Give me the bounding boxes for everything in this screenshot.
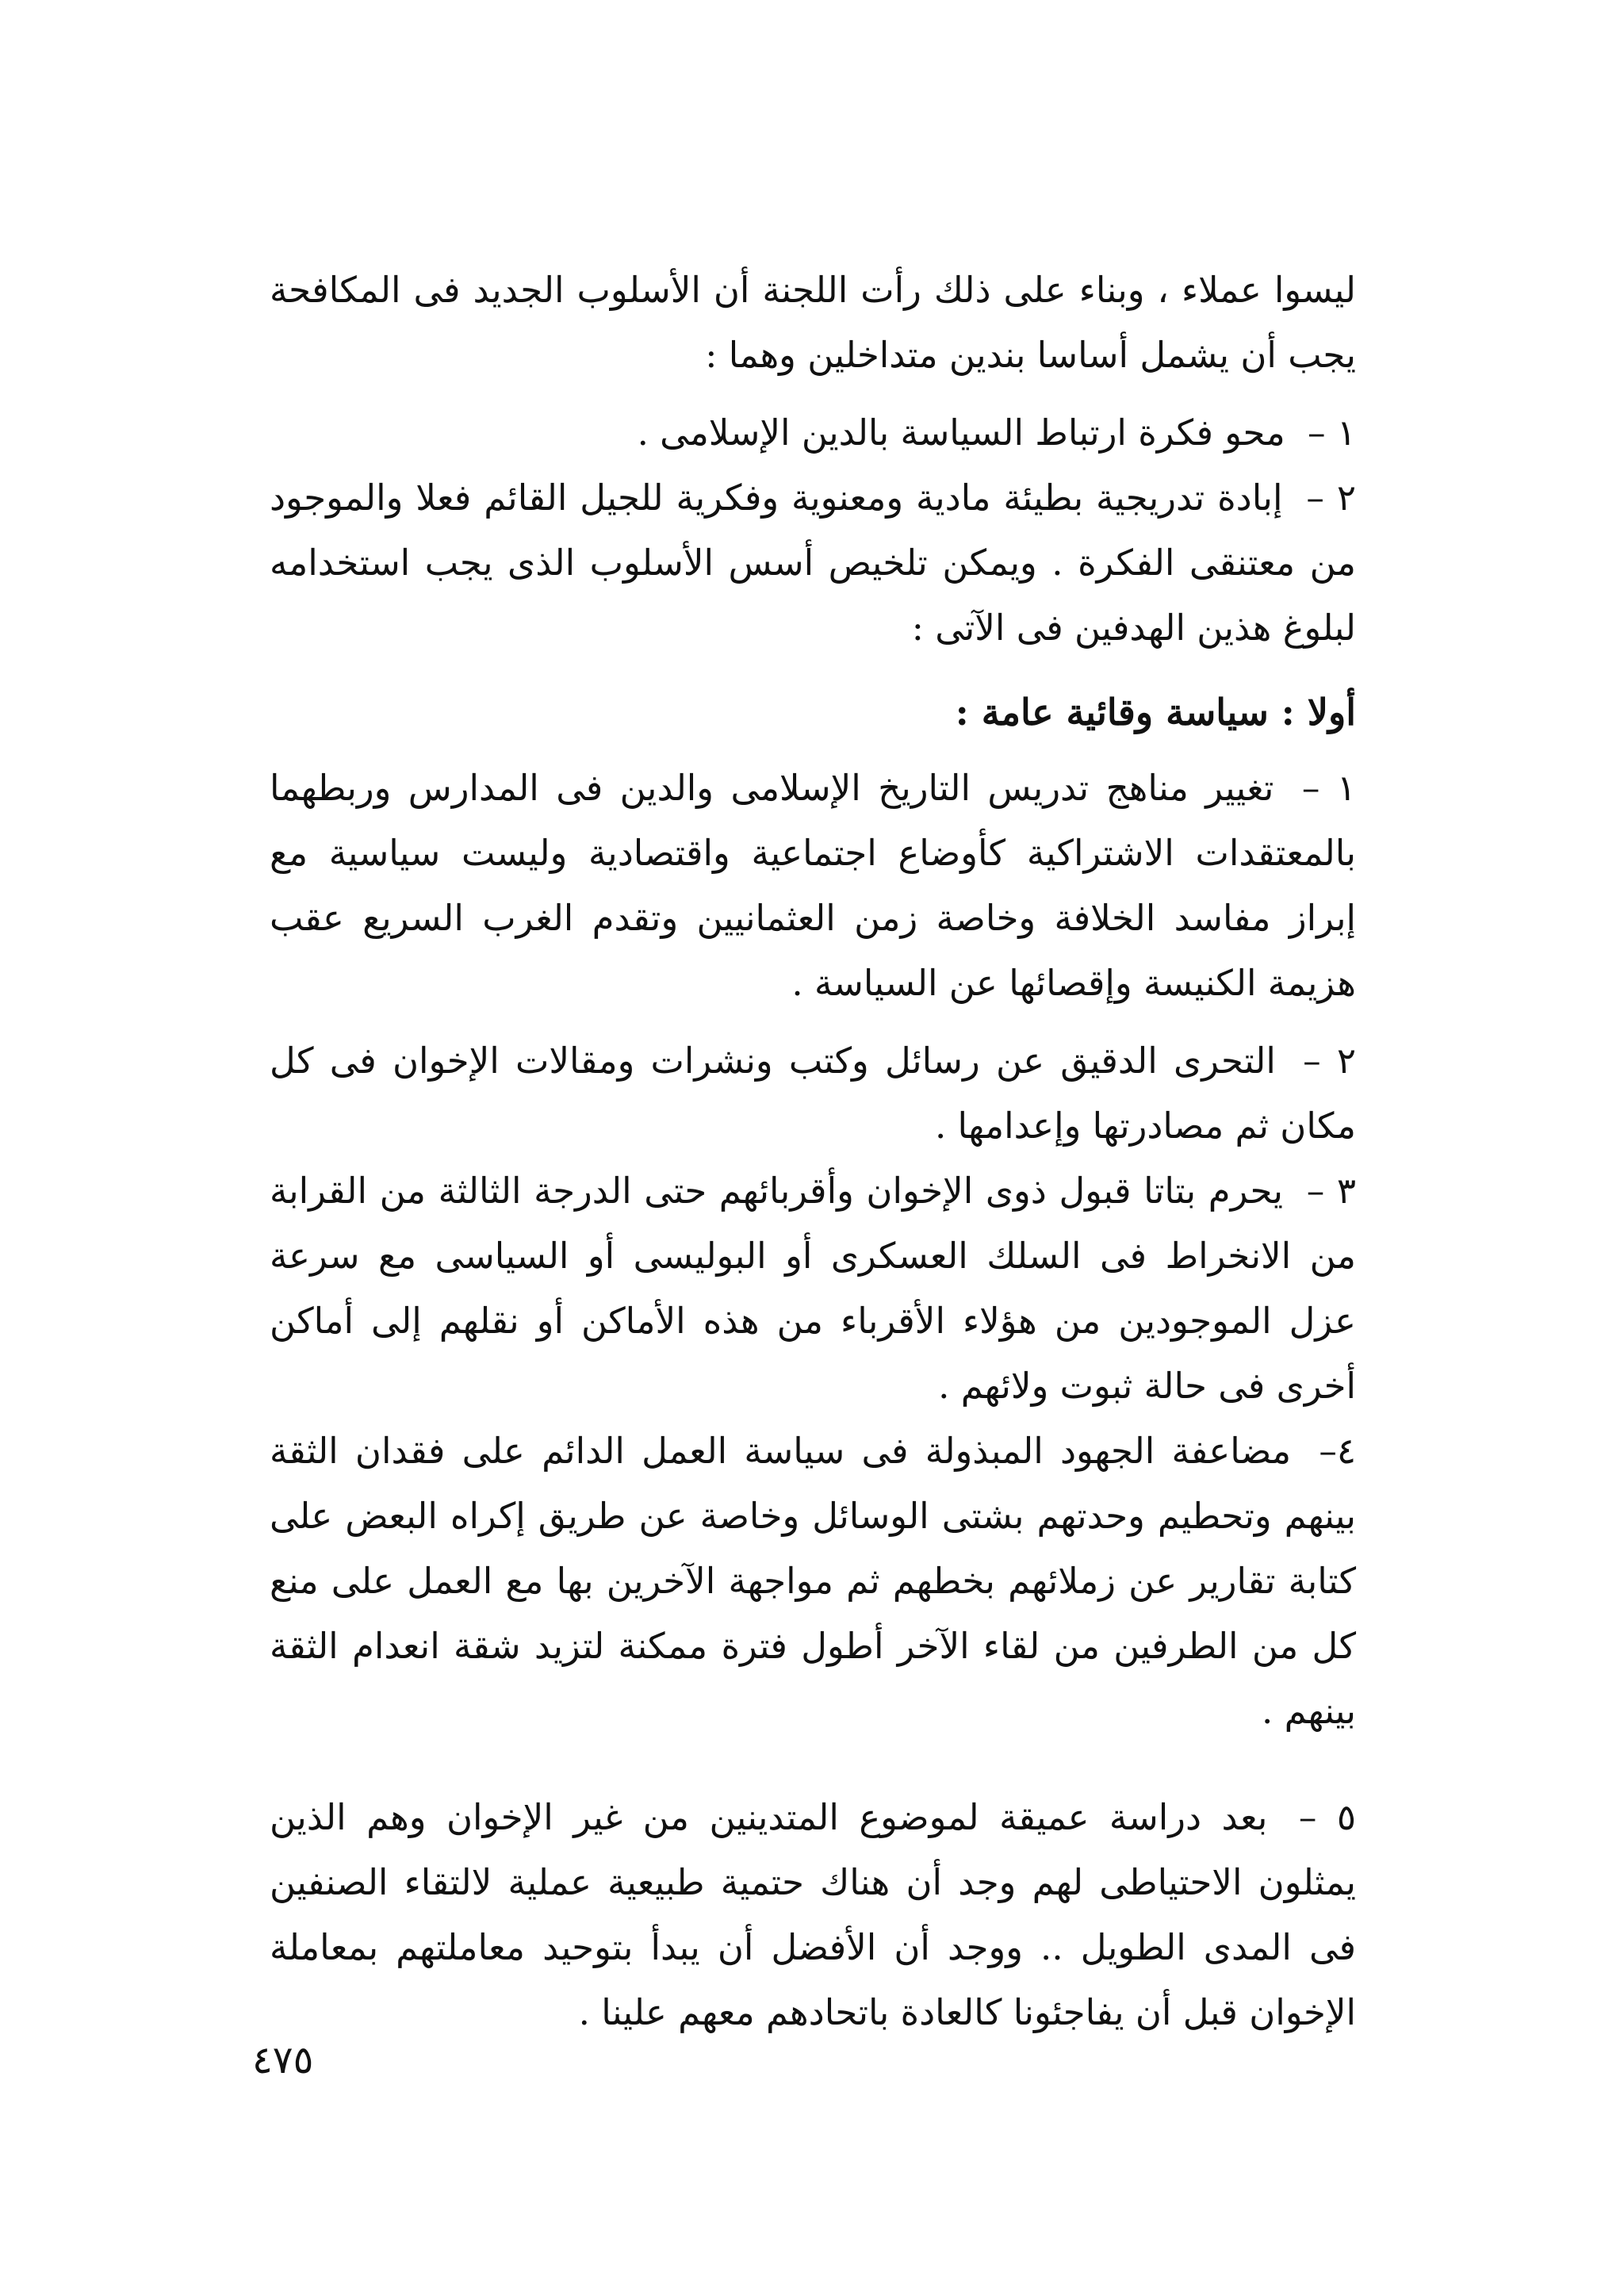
point-3 [270,1159,1356,1419]
item-number-1: ١ – [1308,412,1356,454]
point-number-5: ٥ – [1298,1796,1356,1838]
page-body [270,258,1356,2045]
item-number-2: ٢ – [1306,477,1356,519]
point-text-4: مضاعفة الجهود المبذولة فى سياسة العمل الدائم على فقدان الثقة بينهم وتحطيم وحدتهم بشتى الوسائل وخاصة عن طريق إكراه البعض على كتابة تقارير عن زملائهم بخطهم ثم مواجهة الآخرين بها مع العمل على منع كل من الطرفين من لقاء الآخر أطول فترة ممكنة لتزيد شقة انعدام الثقة بينهم . [270,1430,1356,1732]
list-item-2 [270,465,1356,661]
point-number-1: ١ – [1301,767,1356,809]
point-5 [270,1785,1356,2045]
point-text-2: التحرى الدقيق عن رسائل وكتب ونشرات ومقالات الإخوان فى كل مكان ثم مصادرتها وإعدامها . [270,1040,1356,1147]
point-2 [270,1029,1356,1159]
point-text-3: يحرم بتاتا قبول ذوى الإخوان وأقربائهم حتى الدرجة الثالثة من القرابة من الانخراط فى السلك العسكرى أو البوليسى أو السياسى مع سرعة عزل الموجودين من هؤلاء الأقرباء من هذه الأماكن أو نقلهم إلى أماكن أخرى فى حالة ثبوت ولائهم . [270,1170,1356,1407]
point-number-3: ٣ – [1306,1170,1357,1212]
section-heading: أولا : سياسة وقائية عامة : [955,691,1356,734]
item-text-1: محو فكرة ارتباط السياسة بالدين الإسلامى . [637,412,1285,454]
page-number: ٤٧٥ [252,2038,314,2082]
point-number-2: ٢ – [1303,1040,1357,1082]
list-item-1 [270,400,1356,465]
point-text-5: بعد دراسة عميقة لموضوع المتدينين من غير الإخوان وهم الذين يمثلون الاحتياطى لهم وجد أن هناك حتمية طبيعية عملية لالتقاء الصنفين فى المدى الطويل .. ووجد أن الأفضل أن يبدأ بتوحيد معاملتهم بمعاملة الإخوان قبل أن يفاجئونا كالعادة باتحادهم معهم علينا . [270,1796,1356,2033]
item-text-2: إبادة تدريجية بطيئة مادية ومعنوية وفكرية للجيل القائم فعلا والموجود من معتنقى الفكرة . ويمكن تلخيص أسس الأسلوب الذى يجب استخدامه لبلوغ هذين الهدفين فى الآتى : [270,477,1356,649]
point-4 [270,1419,1356,1744]
point-1 [270,756,1356,1016]
point-text-1: تغيير مناهج تدريس التاريخ الإسلامى والدين فى المدارس وربطهما بالمعتقدات الاشتراكية كأوضاع اجتماعية واقتصادية وليست سياسية مع إبراز مفاسد الخلافة وخاصة زمن العثمانيين وتقدم الغرب السريع عقب هزيمة الكنيسة وإقصائها عن السياسة . [270,767,1356,1004]
intro-paragraph: ليسوا عملاء ، وبناء على ذلك رأت اللجنة أن الأسلوب الجديد فى المكافحة يجب أن يشمل أساسا بندين متداخلين وهما : [270,269,1356,376]
point-number-4: ٤– [1319,1430,1356,1472]
